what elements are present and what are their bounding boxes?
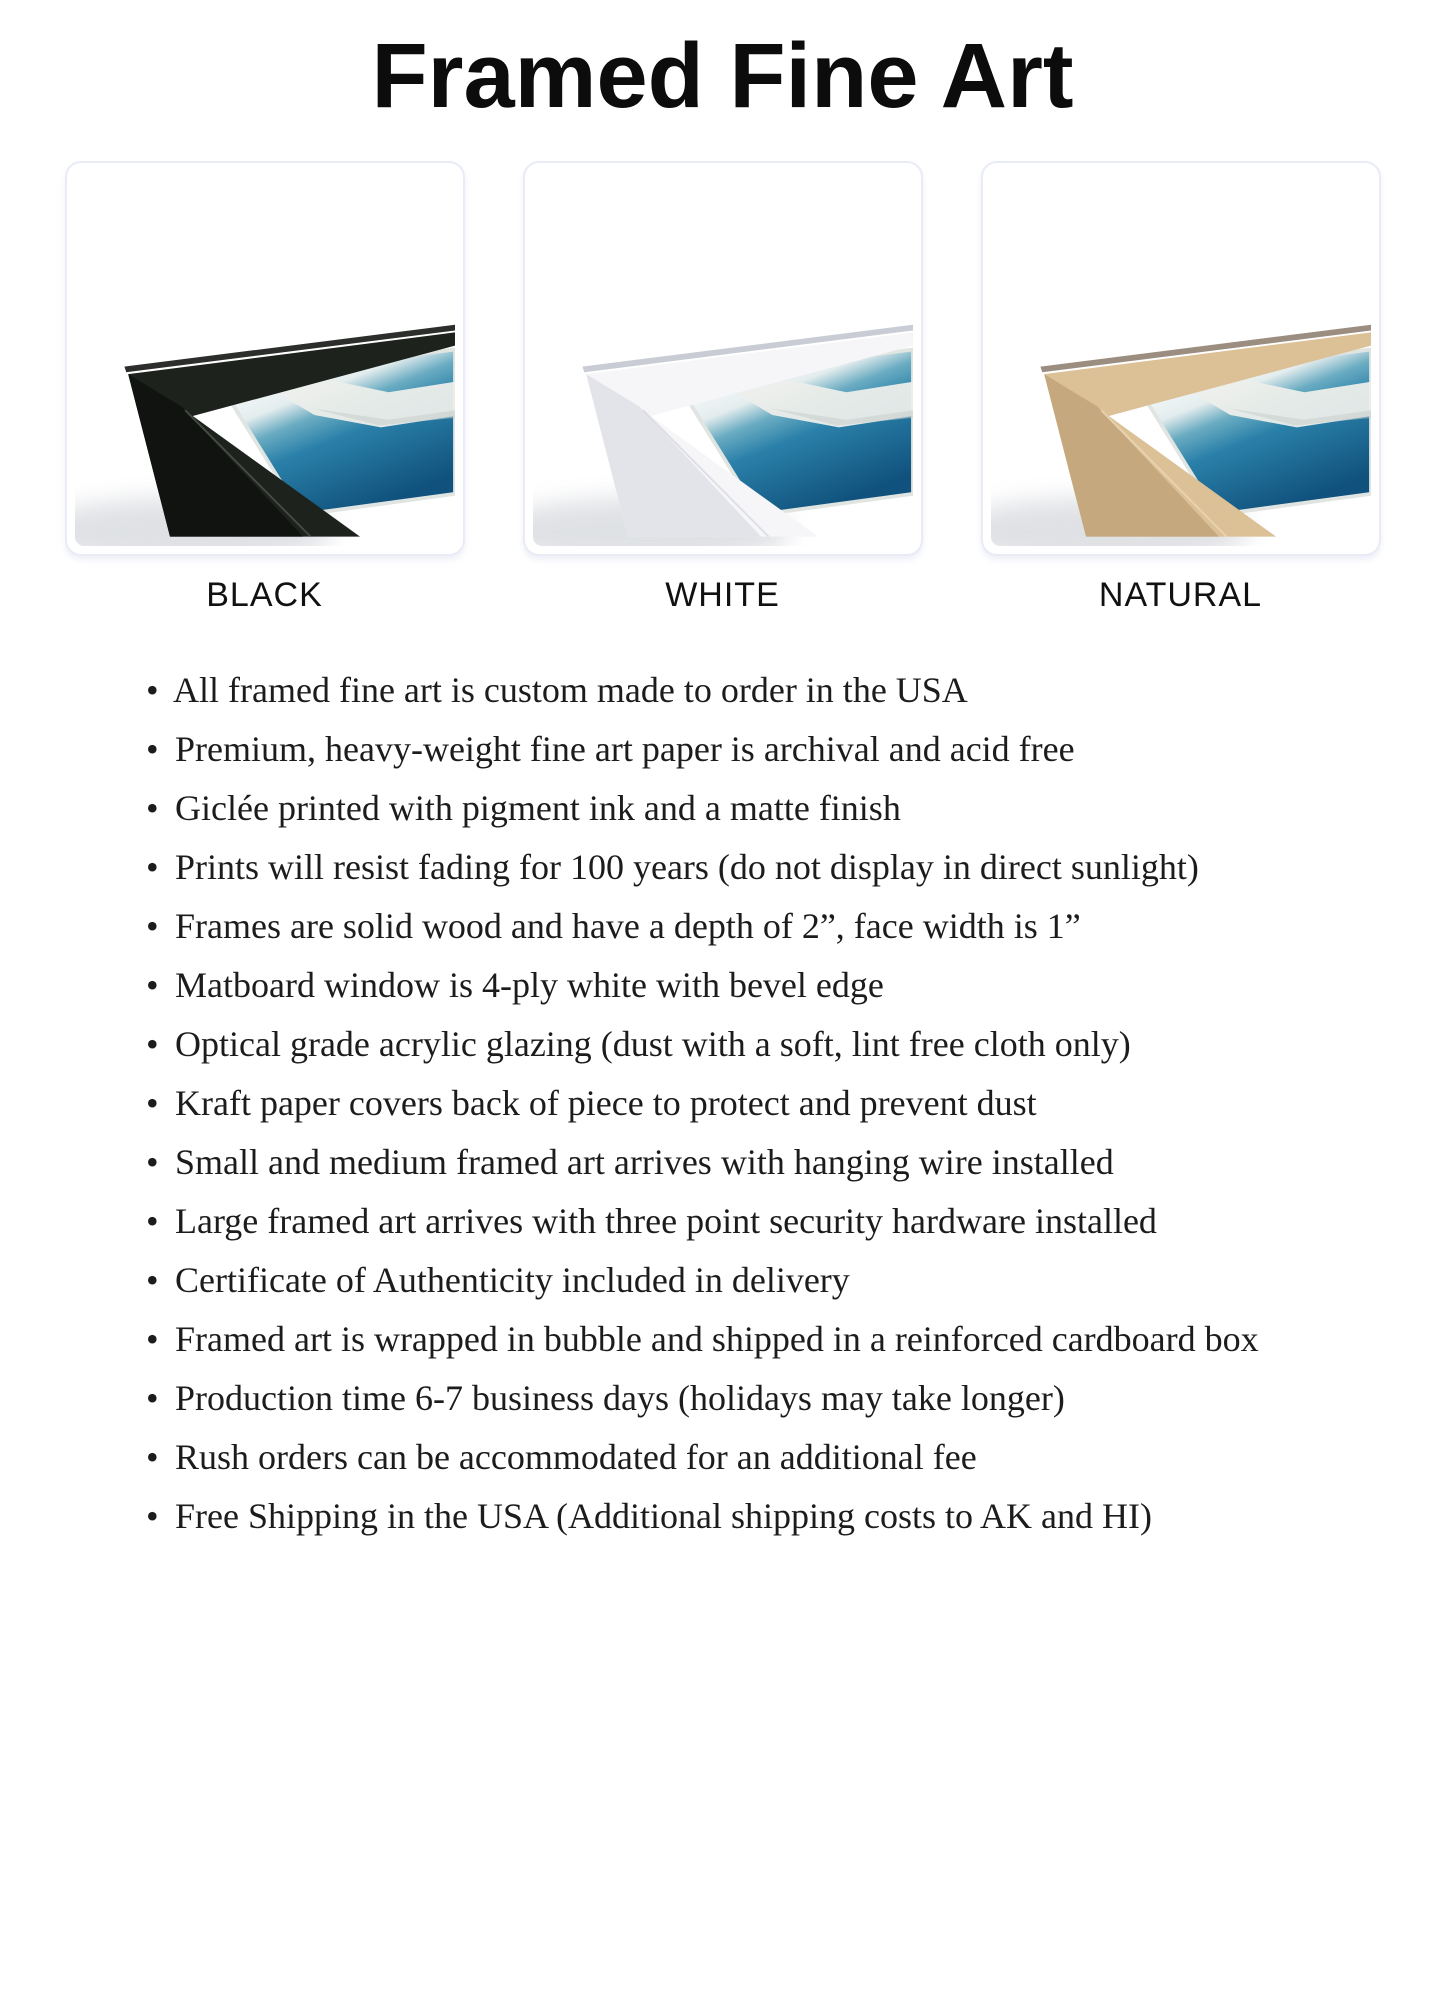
detail-text: Large framed art arrives with three point security hardware installed: [166, 1201, 1157, 1241]
detail-item: [146, 1428, 1405, 1487]
frame-option-white[interactable]: [523, 161, 923, 556]
detail-item: [146, 1015, 1405, 1074]
detail-item: [146, 1310, 1405, 1369]
detail-text: All framed fine art is custom made to order in the USA: [166, 670, 968, 710]
bullet-icon: •: [146, 1083, 159, 1123]
bullet-icon: •: [146, 847, 159, 887]
detail-text: Free Shipping in the USA (Additional shipping costs to AK and HI): [166, 1496, 1152, 1536]
detail-text: Rush orders can be accommodated for an additional fee: [166, 1437, 977, 1477]
detail-item: [146, 897, 1405, 956]
detail-text: Frames are solid wood and have a depth of 2”, face width is 1”: [166, 906, 1081, 946]
detail-text: Certificate of Authenticity included in delivery: [166, 1260, 850, 1300]
frame-option-black[interactable]: [65, 161, 465, 556]
bullet-icon: •: [146, 965, 159, 1005]
detail-item: [146, 1074, 1405, 1133]
detail-text: Giclée printed with pigment ink and a matte finish: [166, 788, 901, 828]
frame-options-row: [0, 161, 1445, 615]
frame-preview-image: [75, 171, 455, 546]
detail-text: Optical grade acrylic glazing (dust with a soft, lint free cloth only): [166, 1024, 1131, 1064]
bullet-icon: •: [146, 1437, 159, 1477]
detail-item: [146, 1369, 1405, 1428]
detail-item: [146, 1192, 1405, 1251]
detail-text: Small and medium framed art arrives with hanging wire installed: [166, 1142, 1114, 1182]
bullet-icon: •: [146, 670, 159, 710]
bullet-icon: •: [146, 1142, 159, 1182]
frame-card-black: [63, 161, 467, 615]
frame-preview-image: [991, 171, 1371, 546]
bullet-icon: •: [146, 1378, 159, 1418]
frame-preview-image: [533, 171, 913, 546]
detail-item: [146, 661, 1405, 720]
frame-card-natural: [979, 161, 1383, 615]
product-details-list: [0, 661, 1445, 1546]
bullet-icon: •: [146, 1260, 159, 1300]
page-title: Framed Fine Art: [371, 25, 1074, 127]
detail-text: Premium, heavy-weight fine art paper is archival and acid free: [166, 729, 1075, 769]
bullet-icon: •: [146, 1319, 159, 1359]
detail-item: [146, 720, 1405, 779]
bullet-icon: •: [146, 788, 159, 828]
bullet-icon: •: [146, 1024, 159, 1064]
detail-text: Framed art is wrapped in bubble and shipped in a reinforced cardboard box: [166, 1319, 1259, 1359]
detail-text: Prints will resist fading for 100 years (do not display in direct sunlight): [166, 847, 1199, 887]
detail-item: [146, 838, 1405, 897]
frame-card-white: [521, 161, 925, 615]
detail-item: [146, 1487, 1405, 1546]
bullet-icon: •: [146, 906, 159, 946]
frame-option-natural[interactable]: [981, 161, 1381, 556]
bullet-icon: •: [146, 1496, 159, 1536]
detail-text: Matboard window is 4-ply white with bevel edge: [166, 965, 884, 1005]
bullet-icon: •: [146, 729, 159, 769]
detail-item: [146, 1251, 1405, 1310]
detail-text: Kraft paper covers back of piece to protect and prevent dust: [166, 1083, 1037, 1123]
frame-color-label: NATURAL: [1098, 576, 1263, 614]
detail-item: [146, 956, 1405, 1015]
frame-color-label: BLACK: [206, 576, 323, 614]
bullet-icon: •: [146, 1201, 159, 1241]
detail-text: Production time 6-7 business days (holidays may take longer): [166, 1378, 1065, 1418]
detail-item: [146, 1133, 1405, 1192]
frame-color-label: WHITE: [665, 576, 780, 614]
detail-item: [146, 779, 1405, 838]
